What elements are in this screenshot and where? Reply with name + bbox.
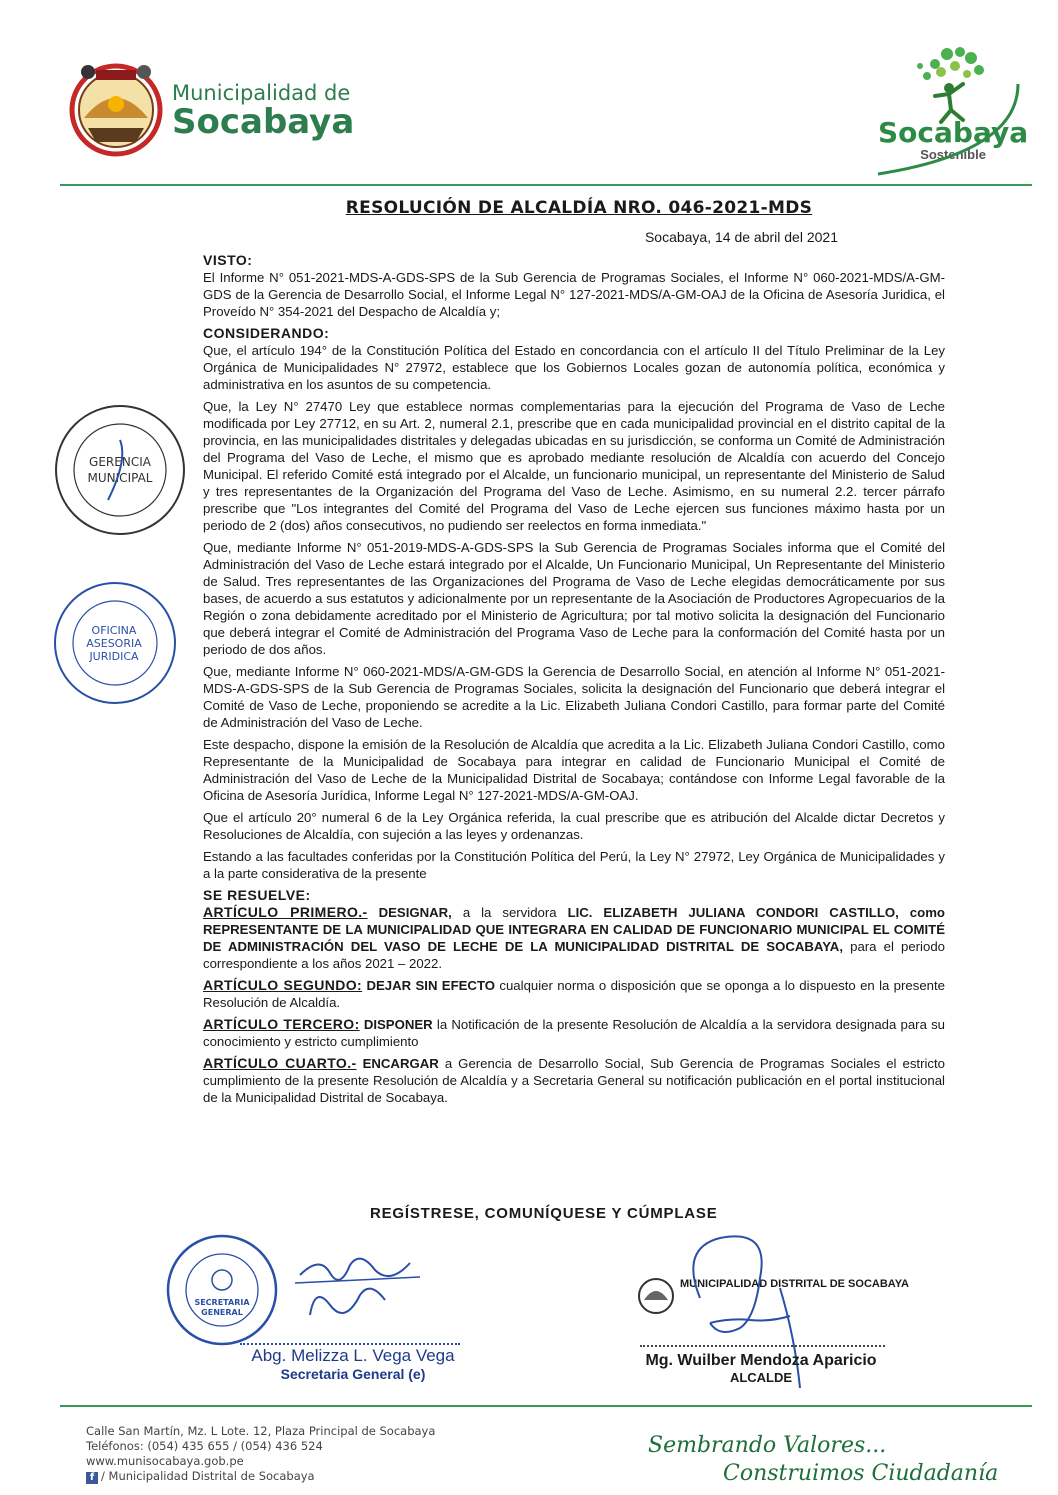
articulo-cuarto-verb: ENCARGAR <box>362 1056 439 1071</box>
articulo-primero-bold: LIC. ELIZABETH JULIANA CONDORI CASTILLO, como REPRESENTANTE DE LA MUNICIPALIDAD QUE INTEGRARA EN CALIDAD DE FUNCIONARIO MUNICIPAL EL COMITÉ DE ADMINISTRACIÓN DEL VASO DE LECHE DE LA MUNICIPALIDAD DISTRITAL DE SOCABAYA, <box>203 905 945 954</box>
municipal-crest-logo <box>66 58 166 163</box>
sg-stamp-l1: SECRETARIA <box>194 1298 250 1307</box>
articulo-segundo-label: ARTÍCULO SEGUNDO: <box>203 977 363 993</box>
sost-line1: Socabaya <box>878 116 1029 149</box>
slogan-line2: Construimos Ciudadanía <box>723 1461 999 1486</box>
asesoria-juridica-stamp <box>48 576 183 711</box>
resuelve-heading: SE RESUELVE: <box>203 887 311 903</box>
footer-address: Calle San Martín, Mz. L Lote. 12, Plaza Principal de Socabaya <box>86 1424 436 1438</box>
articulo-segundo <box>203 977 945 1011</box>
considerando-3: Que, mediante Informe N° 051-2019-MDS-A-GDS-SPS la Sub Gerencia de Programas Sociales informa que el Comité del Administración del Vaso de Leche estará integrado por el Alcalde, Un Funcionario Municipal, Un Representante del Ministerio de Salud. Tres representantes de las Organizaciones del Programa de Vaso de Leche elegidas democráticamente por sus bases, de acuerdo a sus estatutos y adicionalmente por un representante de la Asociación de Productores Agropecuarios de la Región o zona debidamente acreditado por el Ministerio de Agricultura; por tal motivo solicita la designación del Funcionario que deberá integrar el Comité de Administración del Programa Vaso de Leche para la conformación del Comité hasta por un periodo de dos años. <box>203 540 945 657</box>
alcalde-role: ALCALDE <box>729 1370 793 1385</box>
secretaria-signature <box>290 1245 440 1335</box>
secretaria-name: Abg. Melizza L. Vega Vega <box>251 1346 455 1365</box>
considerando-4: Que, mediante Informe N° 060-2021-MDS/A-GM-GDS la Gerencia de Desarrollo Social, en atención al Informe N° 051-2021-MDS-A-GDS-SPS de la Sub Gerencia de Programas Sociales, solicita la designación del Funcionario que deberá integrar el Comité de Vaso de Leche, proponiendo se acredite a la Lic. Elizabeth Juliana Condori Castillo, para formar parte del Comité de Administración del Vaso de Leche. <box>203 664 945 730</box>
alcalde-muni-label: MUNICIPALIDAD DISTRITAL DE SOCABAYA <box>680 1278 909 1290</box>
sg-stamp-l2: GENERAL <box>201 1308 243 1317</box>
header-divider <box>60 184 1032 186</box>
articulo-tercero-verb: DISPONER <box>363 1017 433 1032</box>
footer-contact <box>86 1424 435 1484</box>
articulo-primero-verb: DESIGNAR, <box>378 905 452 920</box>
footer-web[interactable]: www.munisocabaya.gob.pe <box>86 1454 244 1468</box>
visto-heading: VISTO: <box>203 252 253 268</box>
articulo-primero-label: ARTÍCULO PRIMERO.- <box>203 904 368 920</box>
articulo-tercero-label: ARTÍCULO TERCERO: <box>203 1016 360 1032</box>
articulo-primero <box>203 904 945 972</box>
document-body <box>203 250 945 1111</box>
muni-line1: Municipalidad de <box>172 81 351 105</box>
footer-divider <box>60 1405 1032 1407</box>
resolution-title: RESOLUCIÓN DE ALCALDÍA NRO. 046-2021-MDS <box>345 198 813 218</box>
articulo-cuarto-text: a Gerencia de Desarrollo Social, Sub Gerencia de Programas Sociales el estricto cumplimiento de la presente Resolución de Alcaldía y a Secretaria General su notificación publicación en el portal institucional de la Municipalidad Distrital de Socabaya. <box>203 1056 946 1105</box>
considerando-6: Que el artículo 20° numeral 6 de la Ley Orgánica referida, la cual prescribe que es atribución del Alcalde dictar Decretos y Resoluciones de Alcaldía, con sujeción a las leyes y ordenanzas. <box>203 810 945 842</box>
muni-line2: Socabaya <box>172 102 355 142</box>
secretaria-block <box>238 1346 468 1382</box>
considerando-2: Que, la Ley N° 27470 Ley que establece normas complementarias para la ejecución del Programa de Vaso de Leche modificada por Ley 27712, en su Art. 2, numeral 2.1, prescribe que en cada municipalidad provincial en el distrito capital de la provincia, en las municipalidades distritales y delegadas ubicadas en su jurisdicción, se conforma un Comité de Administración del Programa del Vaso de Leche, el mismo que es aprobado mediante resolución de Alcaldía con acuerdo del Concejo Municipal. El referido Comité está integrado por el Alcalde, un funcionario municipal, un representante del Ministerio de Salud y tres representantes de la Organización del Programa del Vaso de Leche. Asimismo, en su numeral 2.2. tercer párrafo prescribe que "Los integrantes del Comité del Programa del Vaso de Leche ejercen sus funciones máximo hasta por un periodo de 2 (dos) años consecutivos, no pudiendo ser reelectos en forma inmediata." <box>203 399 945 533</box>
municipality-name <box>172 82 354 140</box>
alcalde-signature-line <box>640 1345 885 1347</box>
articulo-segundo-verb: DEJAR SIN EFECTO <box>366 978 496 993</box>
gerencia-stamp-l2: MUNICIPAL <box>87 471 153 485</box>
slogan <box>648 1432 998 1488</box>
considerando-7: Estando a las facultades conferidas por la Constitución Política del Perú, la Ley N° 27972, Ley Orgánica de Municipalidades y a la parte considerativa de la presente <box>203 849 945 881</box>
facebook-icon: f <box>86 1472 98 1484</box>
footer-facebook[interactable] <box>86 1469 435 1484</box>
sost-line2: Sostenible <box>920 147 986 162</box>
alcalde-name: Mg. Wuilber Mendoza Aparicio <box>645 1352 877 1369</box>
visto-paragraph: El Informe N° 051-2021-MDS-A-GDS-SPS de la Sub Gerencia de Programas Sociales, el Informe N° 060-2021-MDS/A-GM-GDS de la Gerencia de Desarrollo Social, el Informe Legal N° 127-2021-MDS/A-GM-OAJ de la Oficina de Asesoría Juridica, el Proveído N° 354-2021 del Despacho de Alcaldía y; <box>203 270 945 319</box>
sg-signature-line <box>240 1343 460 1345</box>
oaj-stamp-l3: JURIDICA <box>89 650 139 663</box>
resolution-date: Socabaya, 14 de abril del 2021 <box>644 229 838 245</box>
secretaria-role: Secretaria General (e) <box>280 1366 426 1382</box>
articulo-primero-post: para el periodo correspondiente a los años 2021 – 2022. <box>203 939 945 971</box>
considerando-heading: CONSIDERANDO: <box>203 325 330 341</box>
oaj-stamp-l2: ASESORIA <box>86 637 142 650</box>
gerencia-municipal-stamp <box>48 400 193 540</box>
slogan-line1: Sembrando Valores... <box>648 1433 887 1458</box>
considerando-1: Que, el artículo 194° de la Constitución Política del Estado en concordancia con el artículo II del Título Preliminar de la Ley Orgánica de Municipalidades N° 27972, establece que los Gobiernos Locales gozan de autonomía política, económica y administrativa en los asuntos de su competencia. <box>203 343 945 392</box>
swoosh-decoration <box>868 82 1028 182</box>
articulo-cuarto-label: ARTÍCULO CUARTO.- <box>203 1055 357 1071</box>
articulo-tercero <box>203 1016 945 1050</box>
secretaria-general-stamp <box>160 1230 285 1350</box>
footer-phones: Teléfonos: (054) 435 655 / (054) 436 524 <box>86 1439 323 1453</box>
articulo-segundo-text: cualquier norma o disposición que se oponga a lo dispuesto en la presente Resolución de Alcaldía. <box>203 978 945 1010</box>
articulo-tercero-text: la Notificación de la presente Resolución de Alcaldía a la servidora designada para su conocimiento y estricto cumplimiento <box>203 1017 946 1049</box>
articulo-cuarto <box>203 1055 945 1106</box>
articulo-primero-pre: a la servidora <box>462 905 557 920</box>
alcalde-block <box>636 1352 886 1385</box>
gerencia-stamp-l1: GERENCIA <box>89 455 151 469</box>
closing-formula: REGÍSTRESE, COMUNÍQUESE Y CÚMPLASE <box>370 1205 718 1222</box>
footer-facebook-text: / Municipalidad Distrital de Socabaya <box>101 1469 315 1483</box>
oaj-stamp-l1: OFICINA <box>91 624 137 637</box>
considerando-5: Este despacho, dispone la emisión de la Resolución de Alcaldía que acredita a la Lic. Elizabeth Juliana Condori Castillo, como Representante de la Municipalidad de Socabaya para integrar en calidad de Funcionario Municipal el Comité de Administración del Vaso de Leche de la Municipalidad Distrital de Socabaya; contándose con Informe Legal favorable de la Oficina de Asesoría Jurídica, Informe Legal N° 127-2021-MDS/A-GM-OAJ. <box>203 737 945 803</box>
